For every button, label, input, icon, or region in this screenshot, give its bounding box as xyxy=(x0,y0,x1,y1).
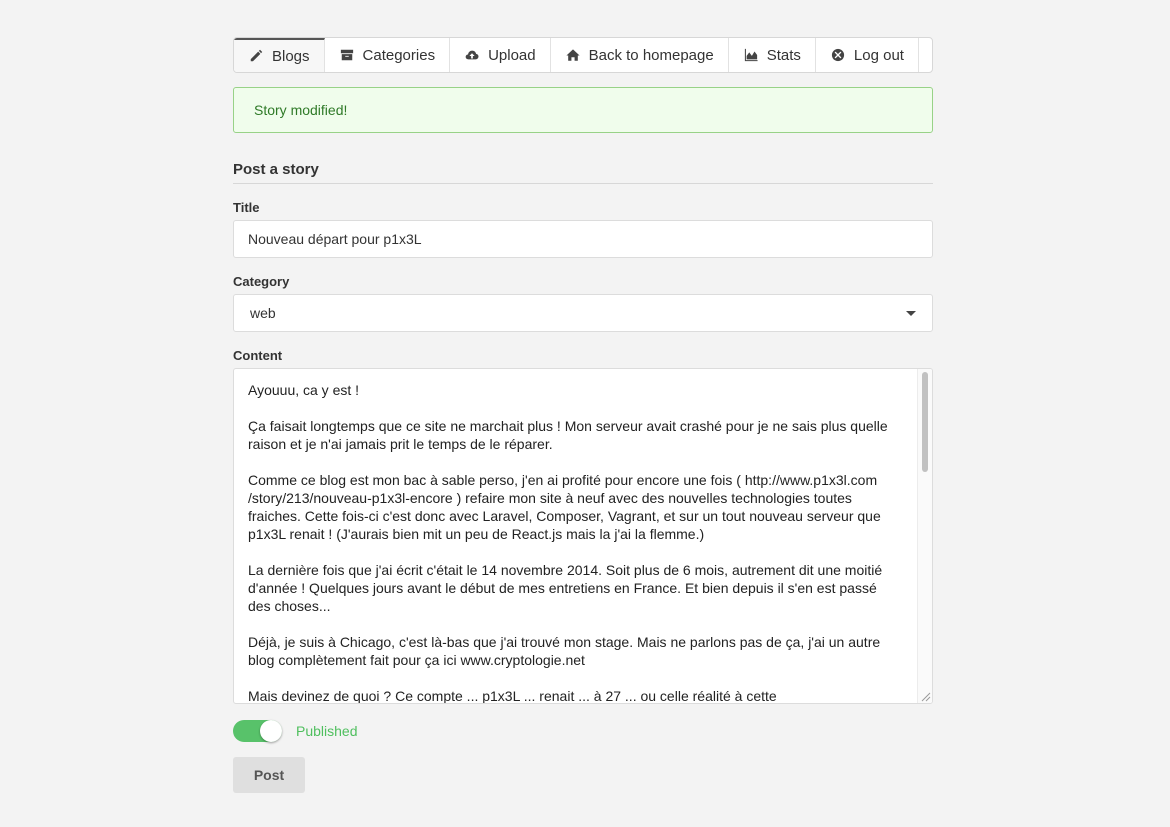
nav-tab-label: Stats xyxy=(766,46,801,64)
nav-tab-label: Back to homepage xyxy=(588,46,714,64)
success-alert xyxy=(233,87,933,133)
nav-tab-label: Categories xyxy=(362,46,436,64)
nav-tab-upload[interactable] xyxy=(450,38,551,72)
category-selected-value: web xyxy=(250,305,276,321)
published-toggle[interactable] xyxy=(233,720,282,742)
nav-tab-stats[interactable] xyxy=(729,38,816,72)
content-label: Content xyxy=(233,348,283,363)
content-scrollbar[interactable] xyxy=(917,369,932,703)
content-textarea[interactable] xyxy=(233,368,933,704)
resize-handle-icon[interactable] xyxy=(921,692,931,702)
archive-icon xyxy=(340,48,354,62)
alert-message: Story modified! xyxy=(254,102,348,118)
nav-tab-blogs[interactable] xyxy=(234,38,325,72)
published-label: Published xyxy=(296,723,358,739)
content-text xyxy=(234,369,932,704)
post-button[interactable]: Post xyxy=(233,757,305,793)
home-icon xyxy=(566,48,580,62)
title-label: Title xyxy=(233,200,260,215)
nav-tab-log-out[interactable] xyxy=(816,38,919,72)
title-input[interactable]: Nouveau départ pour p1x3L xyxy=(233,220,933,258)
section-title: Post a story xyxy=(233,161,933,184)
content-paragraph: Comme ce blog est mon bac à sable perso, j'en ai profité pour encore une fois ( http://www.p1x3l.com /story/213/nouveau-p1x3l-encore ) refaire mon site à neuf avec des nouvelles technologies toutes fraiches. Cette fois-ci c'est donc avec Laravel, Composer, Vagrant, et sur un tout nouveau serveur que p1x3L renait ! (J'aurais bien mit un peu de React.js mais la j'ai la flemme.) xyxy=(248,472,881,542)
nav-tab-label: Blogs xyxy=(272,47,310,65)
nav-tab-back-to-homepage[interactable] xyxy=(551,38,729,72)
content-paragraph: Mais devinez de quoi ? Ce compte ... p1x3L ... renait ... à 27 ... ou celle réalité à cette xyxy=(248,688,777,704)
area-chart-icon xyxy=(744,48,758,62)
pencil-icon xyxy=(249,49,263,63)
content-paragraph: Ça faisait longtemps que ce site ne marchait plus ! Mon serveur avait crashé pour je ne sais plus quelle raison et je n'ai jamais prit le temps de le réparer. xyxy=(248,418,888,452)
close-circle-icon xyxy=(831,48,845,62)
category-select[interactable] xyxy=(233,294,933,332)
cloud-upload-icon xyxy=(465,48,479,62)
content-paragraph: La dernière fois que j'ai écrit c'était le 14 novembre 2014. Soit plus de 6 mois, autrement dit une moitié d'année ! Quelques jours avant le début de mes entretiens en France. Et bien depuis il s'en est passé des choses... xyxy=(248,562,883,614)
nav-tab-categories[interactable] xyxy=(325,38,451,72)
nav-tab-label: Log out xyxy=(853,46,904,64)
admin-panel xyxy=(233,37,933,793)
caret-down-icon xyxy=(906,311,916,316)
admin-nav xyxy=(233,37,933,73)
content-paragraph: Déjà, je suis à Chicago, c'est là-bas que j'ai trouvé mon stage. Mais ne parlons pas de ça, j'ai un autre blog complètement fait pour ça ici www.cryptologie.net xyxy=(248,634,881,668)
content-paragraph: Ayouuu, ca y est ! xyxy=(248,382,360,398)
scrollbar-thumb[interactable] xyxy=(922,372,928,472)
toggle-knob xyxy=(260,720,282,742)
nav-tab-label: Upload xyxy=(488,46,536,64)
published-row xyxy=(233,720,933,742)
category-label: Category xyxy=(233,274,290,289)
